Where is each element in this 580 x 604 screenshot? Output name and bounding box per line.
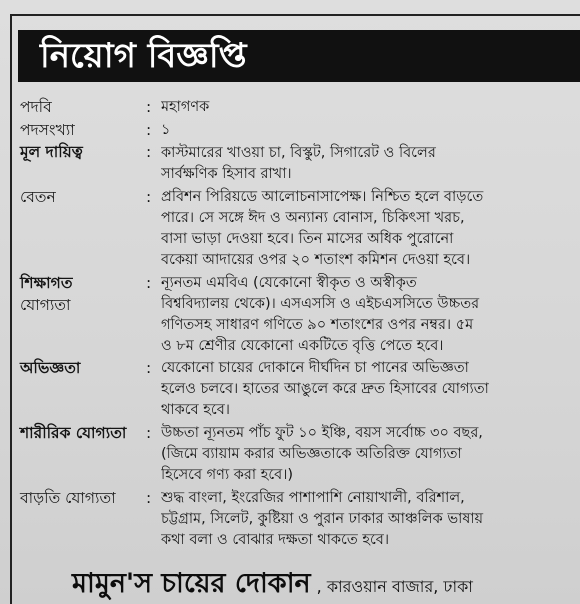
- value-education: [161, 273, 571, 357]
- value-line: হিসেবে গণ্য করা হবে।): [161, 467, 294, 483]
- value-line: যেকোনো চায়ের দোকানে দীর্ঘদিন চা পানের অভিজ্ঞতা: [161, 360, 469, 376]
- shop-name: মামুন'স চায়ের দোকান: [72, 568, 311, 599]
- colon: :: [146, 188, 152, 206]
- value-line: চট্টগ্রাম, সিলেট, কুষ্টিয়া ও পুরান ঢাকার আঞ্চলিক ভাষায়: [161, 511, 484, 527]
- value-line: ন্যূনতম এমবিএ (যেকোনো স্বীকৃত ও অস্বীকৃত: [161, 275, 417, 291]
- colon: :: [146, 98, 152, 116]
- colon: :: [146, 489, 152, 507]
- value-experience: [161, 358, 571, 421]
- colon: :: [146, 424, 152, 442]
- label-salary: বেতন: [20, 188, 56, 206]
- colon: :: [146, 143, 152, 161]
- footer-signature: [72, 564, 580, 604]
- value-line: কথা বলা ও বোঝার দক্ষতা থাকতে হবে।: [161, 532, 390, 548]
- colon: :: [146, 359, 152, 377]
- value-main-duty: [161, 143, 571, 185]
- value-designation: [161, 97, 571, 118]
- label-education-line2: যোগ্যতা: [20, 296, 71, 314]
- label-experience: অভিজ্ঞতা: [20, 359, 81, 377]
- label-education: শিক্ষাগত: [20, 274, 73, 292]
- value-post-count: [161, 120, 571, 141]
- value-physical: [161, 423, 571, 486]
- label-main-duty: মূল দায়িত্ব: [20, 143, 83, 161]
- label-post-count: পদসংখ্যা: [20, 121, 75, 139]
- shop-address: , কারওয়ান বাজার, ঢাকা: [316, 577, 473, 596]
- value-line: বিশ্ববিদ্যালয় থেকে)। এসএসসি ও এইচএসসিতে উচ্চতর: [161, 296, 480, 312]
- value-line: সার্বক্ষণিক হিসাব রাখা।: [161, 166, 292, 182]
- value-line: মহাগণক: [161, 99, 210, 115]
- value-line: গণিতসহ সাধারণ গণিতে ৯০ শতাংশের ওপর নম্বর। ৫ম: [161, 317, 474, 333]
- value-line: থাকবে হবে।: [161, 402, 230, 418]
- value-line: কাস্টমারের খাওয়া চা, বিস্কুট, সিগারেট ও বিলের: [161, 145, 436, 161]
- value-salary: [161, 187, 571, 271]
- value-line: বকেয়া আদায়ের ওপর ২০ শতাংশ কমিশন দেওয়া হবে।: [161, 252, 471, 268]
- value-line: প্রবিশন পিরিয়ডে আলোচনাসাপেক্ষ। নিশ্চিত হলে বাড়তে: [161, 189, 484, 205]
- value-line: ১: [161, 122, 171, 138]
- value-line: বাসা ভাড়া দেওয়া হবে। তিন মাসের অধিক পুরোনো: [161, 231, 454, 247]
- value-extra: [161, 488, 571, 551]
- label-physical: শারীরিক যোগ্যতা: [20, 424, 127, 442]
- label-extra: বাড়তি যোগ্যতা: [20, 489, 116, 507]
- value-line: ও ৮ম শ্রেণীর যেকোনো একটিতে বৃত্তি পেতে হবে।: [161, 338, 444, 354]
- ad-title: নিয়োগ বিজ্ঞপ্তি: [40, 36, 247, 76]
- label-designation: পদবি: [20, 98, 52, 116]
- value-line: উচ্চতা ন্যূনতম পাঁচ ফুট ১০ ইঞ্চি, বয়স সর্বোচ্চ ৩০ বছর,: [161, 425, 483, 441]
- value-line: পারে। সে সঙ্গে ঈদ ও অন্যান্য বোনাস, চিকিৎসা খরচ,: [161, 210, 465, 226]
- value-line: হলেও চলবে। হাতের আঙুলে করে দ্রুত হিসাবের যোগ্যতা: [161, 381, 489, 397]
- value-line: (জিমে ব্যায়াম করার অভিজ্ঞতাকে অতিরিক্ত যোগ্যতা: [161, 446, 462, 462]
- value-line: শুদ্ধ বাংলা, ইংরেজির পাশাপাশি নোয়াখালী, বরিশাল,: [161, 490, 465, 506]
- colon: :: [146, 274, 152, 292]
- colon: :: [146, 121, 152, 139]
